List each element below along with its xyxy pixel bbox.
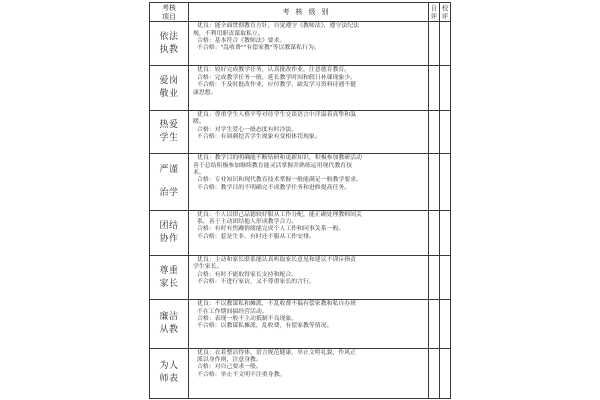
- criteria-cell: [189, 66, 429, 110]
- criteria-line: 派以身作则，注意身教。: [197, 356, 262, 363]
- criteria-line: 优良：个人以律己品德较好服从工作分配，能正确处理教师间关: [197, 211, 362, 218]
- category-line2: 学生: [159, 132, 179, 143]
- table-row: [150, 348, 451, 398]
- criteria-line: 不合格：教学目的不明确完不成教学任务和进修提高任务。: [197, 184, 351, 191]
- criteria-line: 不合格："乱收费""有偿家教"等以教谋私行为。: [197, 45, 320, 52]
- school-eval-input[interactable]: [440, 110, 451, 153]
- criteria-cell: [189, 255, 429, 299]
- category-line1: 团结: [159, 220, 179, 231]
- criteria-line: 不合格：有讽刺挖苦学生现象有变相体罚现象。: [197, 134, 321, 141]
- category-line2: 从教: [159, 324, 179, 335]
- self-eval-input[interactable]: [429, 154, 440, 210]
- self-eval-input[interactable]: [429, 110, 440, 153]
- criteria-line: 不合格：不及时批改作业，应付教学，缺发学习资料待遇不健: [197, 82, 357, 89]
- criteria-line: 不合格：惹是生非，有时还不服从工作安排。: [197, 233, 315, 240]
- category-cell: [150, 66, 189, 110]
- header-school-line1: 校: [441, 4, 449, 12]
- header-self-eval: [429, 3, 440, 22]
- table-row: [150, 110, 451, 153]
- header-item-label-line2: 项目: [162, 12, 176, 21]
- school-eval-input[interactable]: [440, 300, 451, 348]
- header-title: 考核级别: [189, 3, 429, 22]
- table-row: [150, 300, 451, 348]
- self-eval-input[interactable]: [429, 300, 440, 348]
- criteria-line: 优良：尊重学生人格平等对待学生交谈语言中洋溢着真挚和温: [197, 111, 357, 118]
- category-line2: 敬业: [159, 89, 179, 100]
- category-line1: 为人: [159, 361, 179, 372]
- criteria-line: 合格：基本符合《教师法》要求。: [197, 37, 286, 44]
- criteria-cell: [189, 348, 429, 398]
- table-row: [150, 255, 451, 299]
- criteria-line: 不合格：举止不文明不注重身教。: [197, 371, 286, 378]
- school-eval-input[interactable]: [440, 210, 451, 255]
- category-line1: 爱岗: [159, 76, 179, 87]
- category-cell: [150, 110, 189, 153]
- criteria-cell: [189, 22, 429, 66]
- criteria-line: 合格：表现一般不主动抵制不良现象。: [197, 316, 298, 323]
- criteria-cell: [189, 110, 429, 153]
- criteria-line: 合格：完成教学任务一般，延长教学时间和假日补课现象少。: [197, 74, 357, 81]
- self-eval-input[interactable]: [429, 210, 440, 255]
- category-line2: 治学: [159, 187, 179, 198]
- category-line1: 热爱: [159, 119, 179, 130]
- criteria-line: 规，不利用职责谋取私立。: [193, 30, 264, 37]
- category-line1: 尊重: [159, 265, 179, 276]
- criteria-line: 合格：对自己要求一般。: [197, 364, 262, 371]
- criteria-line: 优良：较好完成教学任务，认真批改作业，注意德育教育。: [197, 67, 351, 74]
- school-eval-input[interactable]: [440, 255, 451, 299]
- school-eval-input[interactable]: [440, 348, 451, 398]
- criteria-cell: [189, 154, 429, 210]
- header-self-line2: 评: [430, 12, 438, 20]
- category-line1: 依法: [159, 31, 179, 42]
- header-self-line1: 自: [430, 4, 438, 12]
- criteria-cell: [189, 300, 429, 348]
- header-item-label-line1: 考核: [162, 4, 176, 12]
- criteria-line: 善于总结积极参加继续教育能灵活掌握并熟练运用现代教育技: [193, 162, 353, 169]
- criteria-line: 优良：衣着整洁得体，语言规范健康，举止文明礼貌，作风正: [197, 349, 357, 356]
- category-cell: [150, 22, 189, 66]
- criteria-line: 优良：能全面贯彻教育方针，自觉遵守《教师法》，遵守法纪法: [197, 23, 359, 30]
- table-row: [150, 210, 451, 255]
- self-eval-input[interactable]: [429, 255, 440, 299]
- header-row: [150, 3, 451, 22]
- self-eval-input[interactable]: [429, 22, 440, 66]
- criteria-line: 不合格：以教谋私摊派，乱收费，有偿家教等情况。: [197, 323, 333, 330]
- category-cell: [150, 210, 189, 255]
- self-eval-input[interactable]: [429, 66, 440, 110]
- category-cell: [150, 255, 189, 299]
- category-line2: 家长: [159, 278, 179, 289]
- criteria-line: 术。: [193, 169, 205, 176]
- header-item-cell: [150, 3, 189, 22]
- criteria-line: 合格：对学生爱心一般态度有时冷淡。: [197, 126, 298, 133]
- criteria-cell: [189, 210, 429, 255]
- criteria-line: 合格：有时不能取得家长支持和配合。: [197, 271, 298, 278]
- category-line1: 严谨: [159, 164, 179, 175]
- criteria-line: 系，善于主动团结他人形成教学合力。: [197, 218, 298, 225]
- criteria-line: 合格：专业知识和现代教育技术掌握一般能满足一般教学要求。: [197, 177, 362, 184]
- category-line2: 协作: [159, 233, 179, 244]
- category-cell: [150, 300, 189, 348]
- criteria-line: 优良：主动和家长联系能认真听取家长意见和建议不训斥指责: [197, 256, 357, 263]
- table-row: [150, 22, 451, 66]
- category-cell: [150, 348, 189, 398]
- criteria-line: 不合格：不进行家访，又不尊重家长的言行。: [197, 279, 315, 286]
- header-school-line2: 评: [441, 12, 449, 20]
- criteria-line: 学生家长。: [193, 264, 223, 271]
- criteria-line: 康思想。: [193, 89, 217, 96]
- category-cell: [150, 154, 189, 210]
- header-school-eval: [440, 3, 451, 22]
- school-eval-input[interactable]: [440, 66, 451, 110]
- school-eval-input[interactable]: [440, 22, 451, 66]
- category-line2: 执教: [159, 44, 179, 55]
- school-eval-input[interactable]: [440, 154, 451, 210]
- criteria-line: 暖。: [193, 119, 205, 126]
- category-line2: 师表: [159, 374, 179, 385]
- category-line1: 廉洁: [159, 311, 179, 322]
- criteria-line: 不在工作期间搞经营活动。: [197, 308, 268, 315]
- teacher-ethics-assessment-table: [149, 2, 451, 399]
- criteria-line: 合格：有时有焦躁情绪能完成个人工作和同事关系一般。: [197, 226, 345, 233]
- self-eval-input[interactable]: [429, 348, 440, 398]
- table-row: [150, 66, 451, 110]
- criteria-line: 优良：不以教谋私和摊派，不乱收费不搞有偿家教和私自办班: [197, 301, 357, 308]
- criteria-line: 优良：教学目的明确能不断钻研和更新知识，积极参加教研活动: [197, 155, 362, 162]
- table-row: [150, 154, 451, 210]
